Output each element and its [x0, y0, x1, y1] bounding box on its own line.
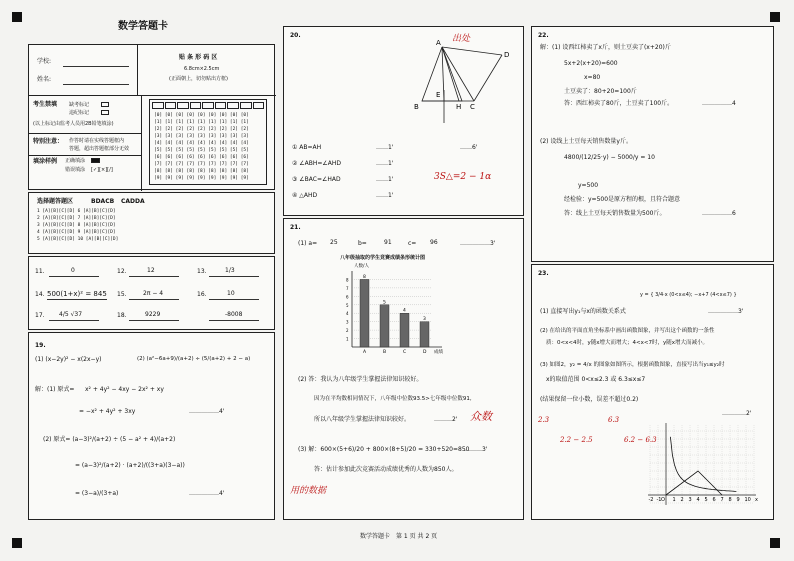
omr-row[interactable]: [8] [8] [8] [8] [8] [8] [8] [8] [8]	[154, 169, 249, 174]
x-tick-label: B	[383, 350, 387, 355]
exam-number-grid	[149, 99, 267, 185]
choice-row[interactable]: 5 [A][B][C][D] 10 [A][B][C][D]	[37, 237, 119, 242]
x-tick-label: A	[363, 350, 367, 355]
q21-part3-calc: (3) 解：600×(5+6)/20 + 800×(8+5)/20 = 330+520=850	[298, 446, 470, 453]
name-field[interactable]	[63, 84, 129, 85]
q15-answer: 2π − 4	[143, 290, 164, 297]
q23-part2-property: 质：0<x<4时，y随x增大而增大；4<x<7时，y随x增大而减小。	[546, 340, 708, 346]
x-tick-label: 8	[728, 497, 732, 503]
q20-points-1: ……1'	[376, 144, 394, 151]
y-tick-label: 2	[346, 328, 349, 334]
q23-number: 23.	[538, 270, 549, 277]
q11-number: 11.	[35, 268, 45, 275]
q20-geometry-figure	[414, 35, 514, 125]
bar-value-label: 8	[363, 274, 366, 280]
choice-section	[28, 192, 275, 254]
fill-correct-sample	[91, 158, 100, 163]
q22-line-10: 答：线上土豆每天销售数量为500斤。	[564, 210, 666, 217]
choice-answers-1: BDACB	[91, 198, 115, 205]
choice-row[interactable]: 4 [A][B][C][D] 9 [A][B][C][D]	[37, 230, 116, 235]
point-label-a: A	[436, 39, 441, 47]
origin-label: O	[661, 497, 665, 503]
x-axis-label: 成绩	[434, 350, 443, 355]
q22-line-3: x=80	[584, 74, 601, 81]
omr-row[interactable]: [6] [6] [6] [6] [6] [6] [6] [6] [6]	[154, 155, 249, 160]
q19-step-5: = (3−a)/(3+a)	[75, 490, 119, 497]
violation-checkbox[interactable]	[101, 110, 109, 115]
notice-line-1: 作答时请在实线答题框内	[69, 138, 125, 144]
registration-mark-bl	[12, 538, 22, 548]
x-tick-label: 7	[720, 497, 724, 503]
q12-number: 12.	[117, 268, 127, 275]
omr-row[interactable]: [4] [4] [4] [4] [4] [4] [4] [4] [4]	[154, 141, 249, 146]
absent-label-2: 违纪标记	[69, 110, 90, 116]
omr-row[interactable]: [7] [7] [7] [7] [7] [7] [7] [7] [7]	[154, 162, 249, 167]
absent-title: 考生禁填	[33, 101, 58, 108]
q22-number: 22.	[538, 32, 549, 39]
point-label-b: B	[414, 103, 419, 111]
q16-number: 16.	[197, 291, 207, 298]
point-label-h: H	[456, 103, 462, 111]
q23-handwritten-2: 6.3	[608, 416, 620, 424]
absent-note: (以上标记由监考人员用2B铅笔填涂)	[33, 121, 114, 127]
q22-section	[531, 26, 774, 262]
q18-answer-2: -8008	[225, 311, 243, 318]
q23-handwritten-1: 2.3	[538, 416, 550, 424]
q19-solution-label: 解：(1) 原式=	[35, 386, 75, 393]
q22-line-5: 答：西红柿卖了80斤，土豆卖了100斤。	[564, 100, 674, 107]
q23-points-1: ……………3'	[708, 308, 744, 315]
q23-points-3: …………2'	[722, 410, 752, 417]
bar-d	[420, 322, 429, 347]
omr-row[interactable]: [5] [5] [5] [5] [5] [5] [5] [5] [5]	[154, 148, 249, 153]
q17-answer: 4/5 √37	[59, 311, 83, 318]
x-axis-name: x	[755, 497, 758, 503]
q21-points-3: ………3'	[464, 446, 488, 453]
q23-function: y = { 3/4·x (0<x≤4); −x+7 (4<x≤7) }	[640, 292, 737, 298]
omr-row[interactable]: [9] [9] [9] [9] [9] [9] [9] [9] [9]	[154, 176, 249, 181]
q20-points-6: ……6'	[460, 144, 478, 151]
chart-title: 八年级抽取的学生竞赛成绩条形统计图	[340, 255, 426, 261]
q18-answer-1: 9229	[145, 311, 161, 318]
q23-part3: (3) 如图2，y₂ = 4/x 的图象如图所示，根据函数图象，直接写出当y₁≤y₂时	[540, 362, 725, 368]
absent-label-1: 缺考标记	[69, 102, 90, 108]
q21-bar-chart	[336, 261, 456, 359]
q23-part3-note: (结果保留一位小数，误差不超过0.2)	[540, 396, 639, 403]
choice-row[interactable]: 1 [A][B][C][D] 6 [A][B][C][D]	[37, 209, 116, 214]
school-field[interactable]	[63, 66, 129, 67]
y-axis-label: 人数/人	[354, 264, 370, 269]
bar-b	[380, 305, 389, 347]
q20-points-2: ……1'	[376, 160, 394, 167]
q14-answer: 500(1+x)² = 845	[47, 290, 107, 298]
q22-line-9: 经检验：y=500是原方程的根，且符合题意	[564, 196, 681, 203]
q20-handwritten-note: 出处	[452, 34, 471, 44]
q21-part2-answer: (2) 答：我认为八年级学生掌握法律知识较好。	[298, 376, 423, 383]
page-title: 数学答题卡	[118, 21, 168, 32]
q23-part2: (2) 在给出的平面直角坐标系中画出函数图象，并写出这个函数的一条性	[540, 328, 715, 334]
point-label-d: D	[504, 51, 510, 59]
q21-answer-b: 91	[384, 239, 392, 246]
y-tick-label: 1	[346, 336, 349, 342]
q19-step-2: = −x² + 4y² + 3xy	[79, 408, 136, 415]
q12-answer: 12	[147, 267, 155, 274]
y-tick-label: 3	[346, 319, 349, 325]
registration-mark-tr	[770, 12, 780, 22]
q13-answer: 1/3	[225, 267, 235, 274]
q19-step-1: x² + 4y² − 4xy − 2x² + xy	[85, 386, 164, 393]
q20-handwritten-note-2: 3S△=2 − 1α	[434, 172, 492, 182]
q19-number: 19.	[35, 342, 46, 349]
q20-reason-3: ③ ∠BAC=∠HAD	[292, 176, 341, 183]
q23-part3-range: x的取值范围 0<x≤2.3 或 6.3≤x≤7	[546, 376, 646, 383]
x-tick-label: 3	[688, 497, 692, 503]
q23-section	[531, 264, 774, 520]
q21-handwritten-note: 众数	[470, 410, 492, 423]
fill-sample-title: 填涂样例	[33, 158, 58, 165]
notice-line-2: 答题，超出答题框部分无效	[69, 146, 130, 152]
q20-points-4: ……1'	[376, 192, 394, 199]
notice-title: 特别注意：	[33, 138, 64, 145]
q22-line-1: 解：(1) 设西红柿卖了x斤，则土豆卖了(x+20)斤	[540, 44, 671, 51]
q20-number: 20.	[290, 32, 301, 39]
choice-title: 选择题答题区	[37, 198, 74, 205]
q20-section	[283, 26, 524, 216]
q17-number: 17.	[35, 312, 45, 319]
bar-value-label: 5	[383, 300, 386, 306]
q23-handwritten-3: 2.2 − 2.5	[560, 436, 593, 444]
barcode-title: 贴 条 形 码 区	[179, 54, 218, 61]
omr-row[interactable]: [2] [2] [2] [2] [2] [2] [2] [2] [2]	[154, 127, 249, 132]
q20-reason-4: ④ △AHD	[292, 192, 318, 199]
x-tick-label: 10	[744, 497, 751, 503]
q20-reason-2: ② ∠ABH=∠AHD	[292, 160, 342, 167]
q21-points-1: ……………3'	[460, 240, 496, 247]
school-label: 学校:	[37, 58, 52, 65]
q18-number: 18.	[117, 312, 127, 319]
q20-reason-1: ① AB=AH	[292, 144, 322, 151]
point-label-e: E	[436, 91, 441, 99]
y-tick-label: 6	[346, 294, 349, 300]
q21-answer-c: 96	[430, 239, 438, 246]
fill-wrong-sample: [✓][×][/]	[91, 167, 113, 173]
q21-part3-answer: 答：估计参加此次竞赛活动成绩优秀的人数为850人。	[314, 466, 458, 473]
x-tick-label: 9	[736, 497, 740, 503]
q21-part1-label: (1) a=	[298, 240, 318, 247]
q19-points-1: ……………4'	[189, 408, 225, 415]
x-tick-label: 2	[680, 497, 684, 503]
q19-step-3: (2) 原式= (a−3)²/(a+2) ÷ (5 − a² + 4)/(a+2)	[43, 436, 176, 443]
q20-points-3: ……1'	[376, 176, 394, 183]
q22-line-8: y=500	[578, 182, 599, 189]
bar-a	[360, 279, 369, 347]
x-tick-label: -2	[648, 497, 654, 503]
q21-section	[283, 218, 524, 520]
q22-line-2: 5x+2(x+20)=600	[564, 60, 618, 67]
q21-part2-conclusion: 所以八年级学生掌握法律知识较好。	[314, 416, 411, 423]
registration-mark-br	[770, 538, 780, 548]
x-tick-label: C	[403, 350, 407, 355]
q21-label-c: c=	[408, 240, 417, 247]
bar-value-label: 3	[423, 317, 426, 323]
registration-mark-tl	[12, 12, 22, 22]
q21-points-2: ………2'	[434, 416, 458, 423]
fill-wrong-label: 错误填涂	[65, 167, 86, 173]
choice-row[interactable]: 2 [A][B][C][D] 7 [A][B][C][D]	[37, 216, 116, 221]
q13-number: 13.	[197, 268, 207, 275]
y2-graph	[670, 437, 736, 492]
q19-step-4: = (a−3)²/(a+2) · (a+2)/((3+a)(3−a))	[75, 462, 185, 469]
q19-points-2: ……………4'	[189, 490, 225, 497]
q21-answer-a: 25	[330, 239, 338, 246]
x-tick-label: 6	[712, 497, 716, 503]
y-tick-label: 4	[346, 311, 349, 317]
q21-part2-reason: 因为在平均数相同情况下，八年级中位数93.5>七年级中位数91,	[314, 396, 472, 402]
q15-number: 15.	[117, 291, 127, 298]
omr-row[interactable]: [1] [1] [1] [1] [1] [1] [1] [1] [1]	[154, 120, 249, 125]
q19-section	[28, 332, 275, 520]
q22-line-4: 土豆卖了：80+20=100斤	[564, 88, 637, 95]
omr-row[interactable]: [0] [0] [0] [0] [0] [0] [0] [0] [0]	[154, 113, 249, 118]
name-label: 姓名:	[37, 76, 52, 83]
bar-value-label: 4	[403, 308, 406, 314]
barcode-size: 6.8cm×2.5cm	[184, 66, 220, 72]
bar-c	[400, 313, 409, 347]
fill-correct-label: 正确填涂	[65, 158, 86, 164]
q14-number: 14.	[35, 291, 45, 298]
q21-number: 21.	[290, 224, 301, 231]
barcode-note: (正面朝上，切勿贴出方框)	[169, 76, 228, 82]
q19-problem-2: (2) (a²−6a+9)/(a+2) ÷ (5/(a+2) + 2 − a)	[137, 356, 251, 362]
student-info-panel	[28, 44, 275, 190]
y-tick-label: 5	[346, 302, 349, 308]
choice-answers-2: CADDA	[121, 198, 145, 205]
q11-answer: 0	[71, 267, 75, 274]
y-tick-label: 8	[346, 277, 349, 283]
q16-answer: 10	[227, 290, 235, 297]
choice-row[interactable]: 3 [A][B][C][D] 8 [A][B][C][D]	[37, 223, 116, 228]
x-tick-label: 4	[696, 497, 700, 503]
page-footer: 数学答题卡 第 1 页 共 2 页	[360, 533, 438, 540]
q21-handwritten-note-2: 用的数据	[290, 486, 327, 496]
x-tick-label: -1	[656, 497, 662, 503]
q23-handwritten-4: 6.2 − 6.3	[624, 436, 657, 444]
q23-coordinate-plane	[644, 421, 764, 511]
q21-label-b: b=	[358, 240, 367, 247]
x-tick-label: 1	[672, 497, 676, 503]
q22-line-7: 4800/(12/25·y) − 5000/y = 10	[564, 154, 655, 161]
q22-points-1: ……………4	[702, 100, 736, 107]
q22-line-6: (2) 设线上土豆每天销售数量y斤。	[540, 138, 632, 145]
y-tick-label: 7	[346, 285, 349, 291]
q23-part1: (1) 直接写出y₁与x的函数关系式	[540, 308, 626, 315]
q19-problem-1: (1) (x−2y)² − x(2x−y)	[35, 356, 102, 363]
x-tick-label: 5	[704, 497, 708, 503]
q22-points-2: ……………6	[702, 210, 736, 217]
omr-row[interactable]: [3] [3] [3] [3] [3] [3] [3] [3] [3]	[154, 134, 249, 139]
x-tick-label: D	[423, 350, 427, 355]
fill-in-section	[28, 256, 275, 330]
y1-graph	[666, 471, 722, 495]
point-label-c: C	[470, 103, 475, 111]
absent-checkbox[interactable]	[101, 102, 109, 107]
